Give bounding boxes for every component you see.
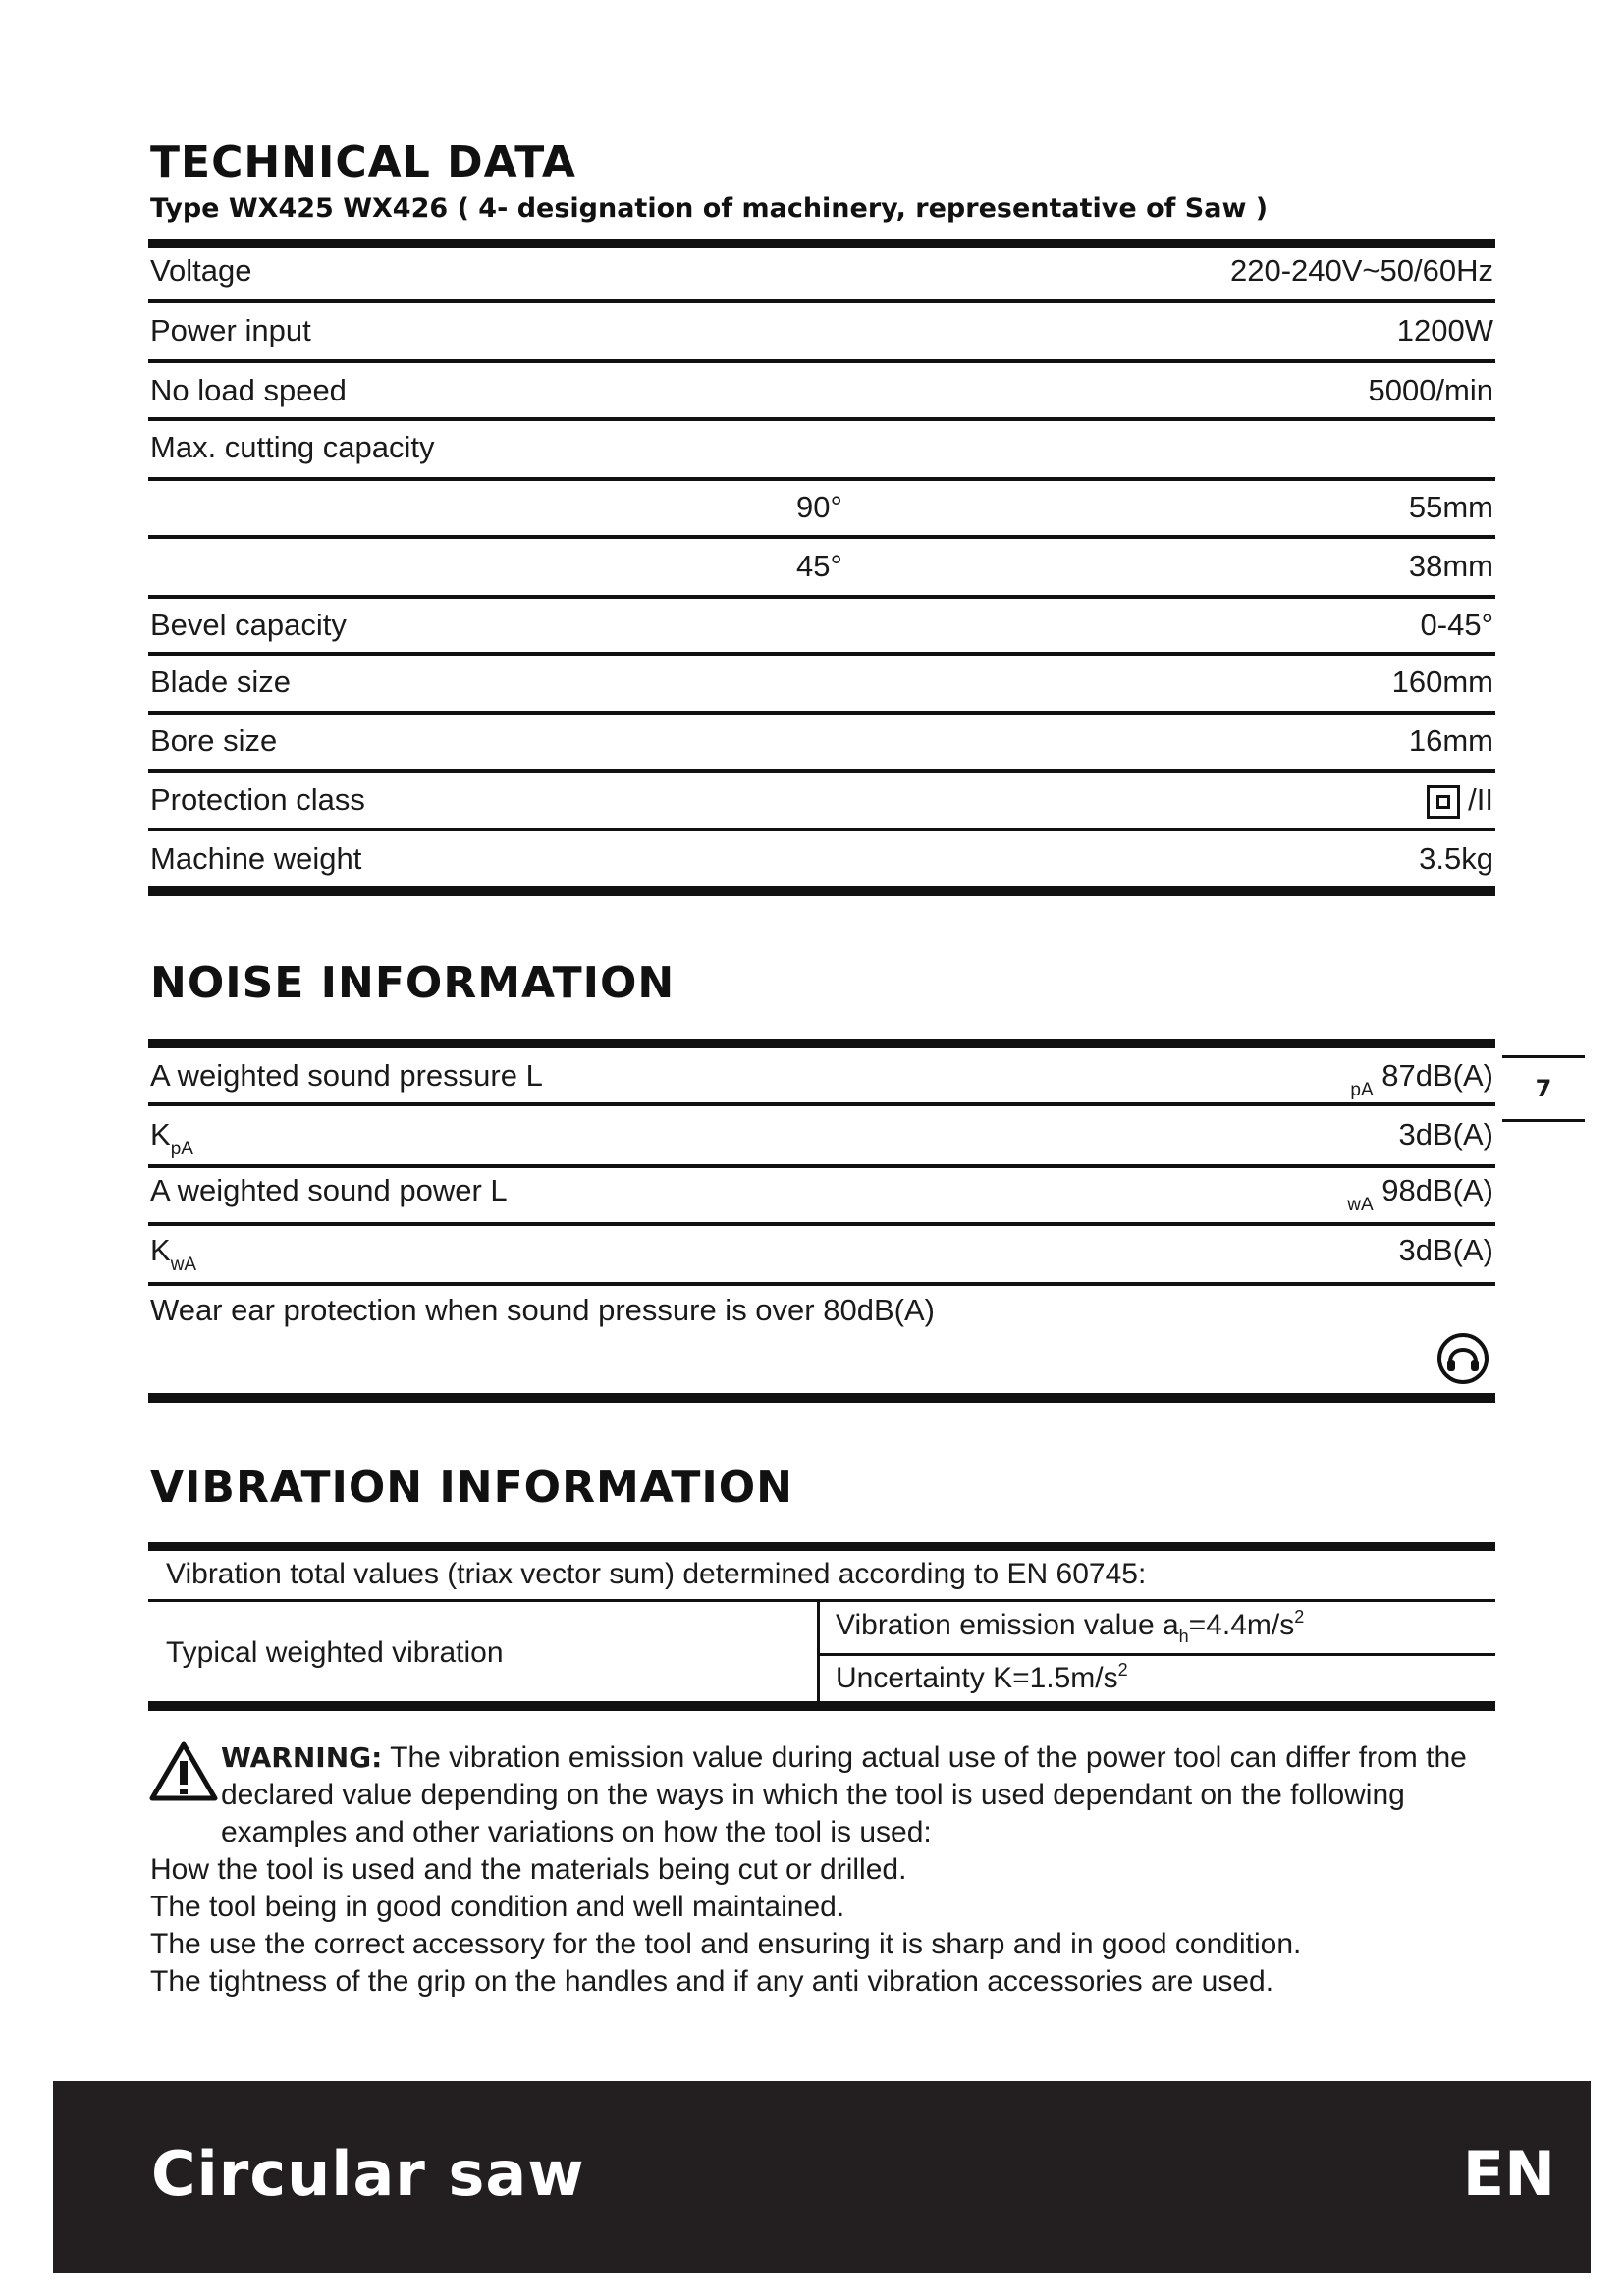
spec-value: 16mm [1408, 723, 1493, 758]
protection-class-value: /II [1468, 782, 1493, 817]
noise-row-kpa [150, 1107, 1493, 1162]
spec-label: Machine weight [150, 841, 362, 876]
spec-label: Power input [150, 313, 311, 347]
divider [819, 1653, 1495, 1656]
ear-protection-note: Wear ear protection when sound pressure is over 80dB(A) [150, 1293, 935, 1327]
spec-label: Voltage [150, 253, 252, 288]
noise-row-ear-note [150, 1283, 1493, 1338]
divider [148, 1102, 1495, 1106]
noise-label: A weighted sound pressure L [150, 1058, 543, 1093]
spec-value: 1200W [1396, 313, 1493, 347]
noise-information-heading: NOISE INFORMATION [150, 958, 676, 1008]
noise-label: $K_{wA}$ [150, 1233, 197, 1275]
spec-label: Max. cutting capacity [150, 430, 435, 464]
typical-vibration-label: Typical weighted vibration [166, 1636, 504, 1669]
warning-item: The use the correct accessory for the tool and ensuring it is sharp and in good condition. [150, 1928, 1302, 1960]
divider [148, 886, 1495, 896]
spec-row-power-input [150, 303, 1493, 358]
spec-row-cut-45 [150, 539, 1493, 594]
noise-label: $K_{pA}$ [150, 1117, 193, 1159]
divider [148, 1393, 1495, 1403]
spec-label: No load speed [150, 373, 347, 407]
noise-row-power [150, 1163, 1493, 1218]
spec-row-max-cutting [150, 420, 1493, 475]
warning-paragraph [150, 1739, 1500, 1851]
spec-label: Bore size [150, 723, 278, 758]
warning-item: The tightness of the grip on the handles and if any anti vibration accessories are used. [150, 1965, 1274, 1998]
spec-angle: 90° [796, 490, 842, 524]
noise-value: 3dB(A) [1398, 1117, 1493, 1151]
spec-row-protection-class [150, 773, 1493, 828]
warning-item: How the tool is used and the materials being cut or drilled. [150, 1853, 907, 1886]
spec-label: Blade size [150, 665, 292, 699]
spec-value: 220-240V~50/60Hz [1229, 253, 1493, 288]
language-code: EN [1462, 2138, 1555, 2210]
spec-value [1427, 773, 1493, 828]
divider [148, 1542, 1495, 1551]
technical-data-heading: TECHNICAL DATA [150, 137, 576, 187]
footer-bar [53, 2081, 1591, 2273]
divider [148, 1039, 1495, 1048]
spec-row-bore-size [150, 714, 1493, 769]
emission-value: Vibration emission value $a_h=4.4m/s^2$ [836, 1607, 1305, 1646]
spec-value: 38mm [1408, 549, 1493, 583]
spec-row-blade-size [150, 655, 1493, 710]
spec-value: 160mm [1391, 665, 1493, 699]
spec-label: Bevel capacity [150, 608, 347, 642]
spec-row-weight [150, 831, 1493, 886]
divider [148, 1701, 1495, 1711]
noise-value: $_{wA}$ 98dB(A) [1347, 1173, 1493, 1215]
spec-value: 0-45° [1420, 608, 1493, 642]
divider [148, 1599, 1495, 1602]
spec-row-cut-90 [150, 480, 1493, 535]
double-insulation-icon [1427, 785, 1460, 819]
noise-value: 3dB(A) [1398, 1233, 1493, 1267]
spec-row-no-load-speed [150, 363, 1493, 418]
page-number: 7 [1502, 1055, 1585, 1122]
warning-text: The vibration emission value during actual use of the power tool can differ from the declared value depending on the ways in which the tool is used dependant on the following examples and other variations on how the tool is used: [221, 1741, 1467, 1848]
vibration-table [148, 1542, 1495, 1711]
spec-row-voltage [150, 243, 1493, 298]
warning-item: The tool being in good condition and well maintained. [150, 1891, 845, 1923]
ear-protection-icon [1436, 1332, 1489, 1385]
uncertainty-value: Uncertainty $K=1.5m/s^2$ [836, 1660, 1128, 1694]
footer-title: Circular saw [151, 2138, 585, 2210]
spec-value: 5000/min [1368, 373, 1493, 407]
vibration-header: Vibration total values (triax vector sum) determined according to EN 60745: [166, 1558, 1147, 1590]
spec-value: 3.5kg [1419, 841, 1493, 876]
spec-angle: 45° [796, 549, 842, 583]
noise-label: A weighted sound power L [150, 1173, 508, 1207]
spec-value: 55mm [1408, 490, 1493, 524]
spec-row-bevel [150, 598, 1493, 653]
technical-data-subtitle: Type WX425 WX426 ( 4- designation of machinery, representative of Saw ) [150, 193, 1269, 224]
noise-value: $_{pA}$ 87dB(A) [1350, 1058, 1493, 1100]
warning-label: WARNING: [221, 1741, 383, 1774]
spec-label: Protection class [150, 782, 365, 817]
vibration-information-heading: VIBRATION INFORMATION [150, 1463, 793, 1513]
noise-row-pressure [150, 1048, 1493, 1103]
warning-block [150, 1739, 1500, 2001]
noise-row-kwa [150, 1223, 1493, 1278]
